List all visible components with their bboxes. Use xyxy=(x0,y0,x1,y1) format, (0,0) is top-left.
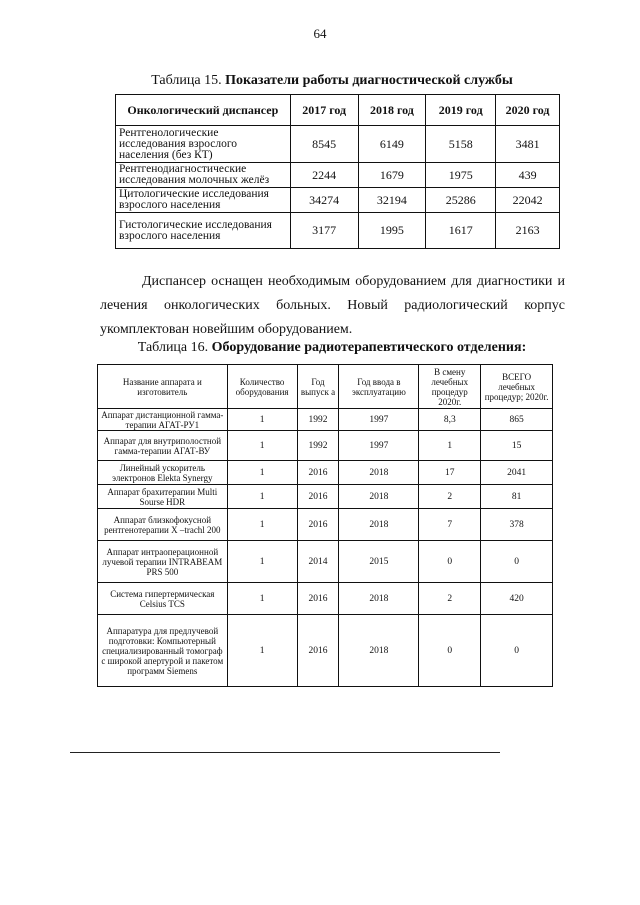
table-cell: 2016 xyxy=(297,583,339,615)
table-cell: 1997 xyxy=(339,409,419,431)
table-cell: 2016 xyxy=(297,461,339,485)
column-header: 2020 год xyxy=(496,95,560,126)
body-paragraph xyxy=(100,270,565,342)
table-cell: 2244 xyxy=(290,163,358,188)
row-label: Цитологические исследования взрослого населения xyxy=(116,188,291,213)
table15-caption-prefix: Таблица 15. xyxy=(151,73,226,88)
row-label: Рентгенологические исследования взрослого населения (без КТ) xyxy=(116,126,291,163)
equipment-name: Аппарат близкофокусной рентгенотерапии X –trachl 200 xyxy=(98,509,228,541)
table-cell: 1997 xyxy=(339,431,419,461)
table16-caption xyxy=(12,340,640,356)
table-cell: 1995 xyxy=(358,213,426,249)
column-header: 2017 год xyxy=(290,95,358,126)
table-cell: 15 xyxy=(481,431,553,461)
table-cell: 1 xyxy=(227,461,297,485)
column-header: Онкологический диспансер xyxy=(116,95,291,126)
equipment-name: Аппарат для внутриполостной гамма-терапии АГАТ-ВУ xyxy=(98,431,228,461)
table-cell: 81 xyxy=(481,485,553,509)
column-header: В смену лечебных процедур 2020г. xyxy=(419,365,481,409)
table16-caption-title: Оборудование радиотерапевтического отделения: xyxy=(211,340,527,355)
column-header: 2018 год xyxy=(358,95,426,126)
column-header: Год ввода в эксплуатацию xyxy=(339,365,419,409)
table-cell: 420 xyxy=(481,583,553,615)
table-cell: 1 xyxy=(227,541,297,583)
footer-divider xyxy=(70,752,500,753)
table-cell: 1 xyxy=(227,615,297,687)
table15-caption-title: Показатели работы диагностической службы xyxy=(225,73,513,88)
table-cell: 2163 xyxy=(496,213,560,249)
table-cell: 22042 xyxy=(496,188,560,213)
table-cell: 1 xyxy=(227,409,297,431)
table-cell: 2018 xyxy=(339,583,419,615)
table-row xyxy=(116,188,560,213)
table-cell: 2016 xyxy=(297,485,339,509)
table-cell: 439 xyxy=(496,163,560,188)
table-row xyxy=(98,485,553,509)
table-row xyxy=(116,126,560,163)
table-cell: 25286 xyxy=(426,188,496,213)
table-cell: 1 xyxy=(227,583,297,615)
column-header: Название аппарата и изготовитель xyxy=(98,365,228,409)
table-cell: 2016 xyxy=(297,509,339,541)
table-cell: 2014 xyxy=(297,541,339,583)
table-cell: 34274 xyxy=(290,188,358,213)
equipment-name: Аппарат интраоперационной лучевой терапии INTRABEAM PRS 500 xyxy=(98,541,228,583)
table-cell: 2018 xyxy=(339,485,419,509)
table-cell: 8,3 xyxy=(419,409,481,431)
table-row xyxy=(116,163,560,188)
column-header: ВСЕГО лечебных процедур; 2020г. xyxy=(481,365,553,409)
table-row xyxy=(98,461,553,485)
table-cell: 2018 xyxy=(339,509,419,541)
table-row xyxy=(98,541,553,583)
table-row xyxy=(98,615,553,687)
table-cell: 1 xyxy=(227,485,297,509)
table-row xyxy=(116,213,560,249)
table-cell: 1679 xyxy=(358,163,426,188)
table-row xyxy=(98,409,553,431)
page-number: 64 xyxy=(313,26,327,41)
table-row xyxy=(98,431,553,461)
table-cell: 2018 xyxy=(339,615,419,687)
table-cell: 2 xyxy=(419,485,481,509)
table-cell: 8545 xyxy=(290,126,358,163)
table-cell: 0 xyxy=(419,615,481,687)
table-cell: 2041 xyxy=(481,461,553,485)
table-cell: 2018 xyxy=(339,461,419,485)
row-label: Рентгенодиагностические исследования молочных желёз xyxy=(116,163,291,188)
table-cell: 1 xyxy=(227,509,297,541)
table-cell: 1 xyxy=(227,431,297,461)
table-cell: 0 xyxy=(419,541,481,583)
table-cell: 0 xyxy=(481,615,553,687)
column-header: 2019 год xyxy=(426,95,496,126)
table-cell: 5158 xyxy=(426,126,496,163)
equipment-name: Система гипертермическая Celsius TCS xyxy=(98,583,228,615)
table-cell: 17 xyxy=(419,461,481,485)
table-cell: 3481 xyxy=(496,126,560,163)
table-cell: 1617 xyxy=(426,213,496,249)
equipment-name: Линейный ускоритель электронов Elekta Synergy xyxy=(98,461,228,485)
table-cell: 1 xyxy=(419,431,481,461)
table15-caption xyxy=(12,73,640,89)
column-header: Год выпуск а xyxy=(297,365,339,409)
table-cell: 32194 xyxy=(358,188,426,213)
diagnostic-service-table xyxy=(115,94,560,249)
table-cell: 2 xyxy=(419,583,481,615)
table-cell: 7 xyxy=(419,509,481,541)
table-cell: 2016 xyxy=(297,615,339,687)
table-cell: 3177 xyxy=(290,213,358,249)
radiotherapy-equipment-table xyxy=(97,364,553,687)
table-cell: 865 xyxy=(481,409,553,431)
equipment-name: Аппаратура для предлучевой подготовки: Компьютерный специализированный томограф с широкой апертурой и пакетом программ Siemens xyxy=(98,615,228,687)
table-cell: 1992 xyxy=(297,431,339,461)
table-cell: 378 xyxy=(481,509,553,541)
table-row xyxy=(98,583,553,615)
table-header-row xyxy=(116,95,560,126)
table16-caption-prefix: Таблица 16. xyxy=(137,340,212,355)
equipment-name: Аппарат дистанционной гамма-терапии АГАТ-РУ1 xyxy=(98,409,228,431)
row-label: Гистологические исследования взрослого населения xyxy=(116,213,291,249)
table-row xyxy=(98,509,553,541)
table-header-row xyxy=(98,365,553,409)
table-cell: 2015 xyxy=(339,541,419,583)
table-cell: 0 xyxy=(481,541,553,583)
column-header: Количество оборудования xyxy=(227,365,297,409)
table-cell: 1992 xyxy=(297,409,339,431)
table-cell: 6149 xyxy=(358,126,426,163)
equipment-name: Аппарат брахитерапии Multi Sourse HDR xyxy=(98,485,228,509)
paragraph-text: Диспансер оснащен необходимым оборудованием для диагностики и лечения онкологических больных. Новый радиологический корпус укомплектован новейшим оборудованием. xyxy=(100,274,565,337)
table-cell: 1975 xyxy=(426,163,496,188)
